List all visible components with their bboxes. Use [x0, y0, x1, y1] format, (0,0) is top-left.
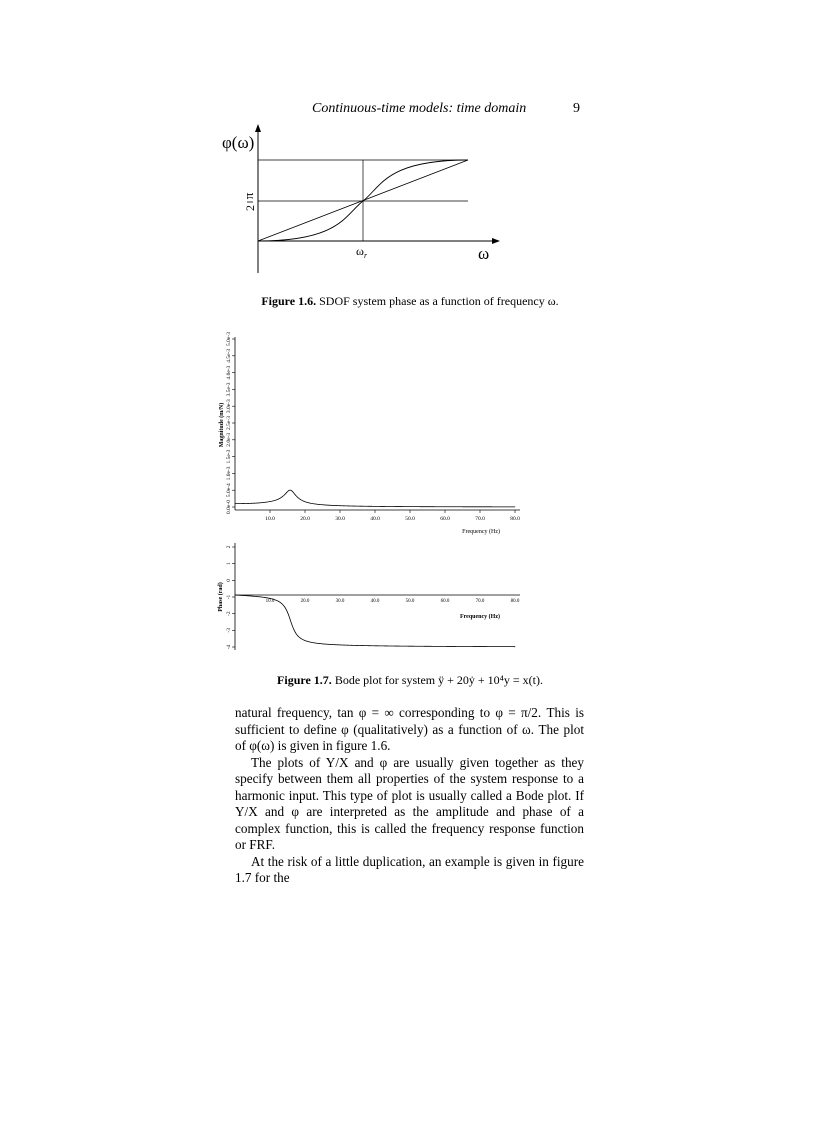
mag-x-tick-label: 10.0 [265, 516, 275, 522]
paragraph-2: The plots of Y/X and φ are usually given together as they specify between them all properties of the system response to a harmonic input. This type of plot is usually called a Bode plot. If Y/X and φ are interpreted as the amplitude and phase of a complex function, this is called the frequency response function or FRF. [235, 754, 584, 852]
mag-y-tick-label: 4.5e-3 [226, 348, 232, 363]
phase-x-tick-label: 20.0 [300, 599, 310, 604]
mag-x-tick-label: 60.0 [440, 516, 450, 522]
mag-x-tick-label: 70.0 [475, 516, 485, 522]
figure-1-7-phase [205, 535, 525, 655]
fig16-x-arrow [492, 238, 500, 244]
phase-xlabel: Frequency (Hz) [459, 614, 500, 620]
mag-y-tick-label: 5.0e-3 [226, 332, 232, 346]
phase-y-tick-label: -4 [226, 644, 232, 650]
fig16-caption-label: Figure 1.6. [261, 294, 317, 308]
mag-x-tick-label: 50.0 [405, 516, 415, 522]
phase-x-tick-label: 50.0 [405, 599, 415, 604]
phase-x-tick-label: 80.0 [510, 599, 520, 604]
fig16-x-label: ω [478, 244, 490, 263]
mag-y-tick-label: 2.5e-3 [226, 416, 232, 430]
phase-x-tick-label: 10.0 [265, 599, 275, 604]
mag-x-tick-label: 30.0 [335, 516, 345, 522]
mag-x-tick-label: 40.0 [370, 516, 380, 522]
page-number: 9 [573, 101, 580, 116]
running-head [312, 101, 580, 121]
mag-y-tick-label: 5.0e-4 [226, 483, 232, 498]
mag-y-tick-label: 1.0e-3 [226, 466, 232, 481]
magnitude-curve [235, 490, 515, 507]
phase-ylabel: Phase (rad) [218, 582, 224, 612]
fig16-resonance-sub: r [364, 251, 368, 260]
fig16-caption-text: SDOF system phase as a function of frequency ω. [316, 294, 559, 308]
figure-1-6-caption [180, 294, 640, 309]
fig16-resonance-label: ω [356, 244, 364, 258]
phase-y-tick-label: 1 [226, 562, 232, 566]
phase-y-tick-label: -1 [226, 594, 232, 600]
paragraph-3: At the risk of a little duplication, an example is given in figure 1.7 for the [235, 853, 584, 885]
mag-x-tick-label: 80.0 [510, 516, 520, 522]
mag-y-tick-label: 3.5e-3 [226, 382, 232, 397]
mag-ylabel: Magnitude (m/N) [219, 402, 225, 448]
phase-x-tick-label: 30.0 [335, 599, 345, 604]
phase-x-tick-label: 60.0 [440, 599, 450, 604]
phase-x-tick-label: 40.0 [370, 599, 380, 604]
mag-y-tick-label: 0.0e-0 [226, 500, 232, 514]
mag-y-tick-label: 3.0e-3 [226, 399, 232, 414]
phase-y-tick-label: 0 [226, 578, 232, 582]
phase-y-tick-label: -3 [226, 628, 232, 633]
running-head-title: Continuous-time models: time domain [312, 101, 527, 116]
phase-y-tick-label: -2 [226, 611, 232, 616]
mag-y-tick-label: 4.0e-3 [226, 365, 232, 380]
mag-y-tick-label: 1.5e-3 [226, 449, 232, 464]
phase-y-tick-label: 2 [226, 545, 232, 549]
fig17-caption-label: Figure 1.7. [277, 673, 332, 687]
fig16-pi: π [241, 192, 256, 200]
mag-xlabel: Frequency (Hz) [462, 529, 500, 535]
figure-1-7-magnitude [205, 325, 525, 535]
body-text [235, 705, 584, 887]
mag-y-tick-label: 2.0e-3 [226, 432, 232, 447]
mag-x-tick-label: 20.0 [300, 516, 310, 522]
fig16-pi-den: 2 [243, 205, 257, 211]
fig17-caption-text: Bode plot for system ÿ + 20ẏ + 10⁴y = x(t). [331, 673, 543, 687]
figure-1-6 [210, 120, 510, 280]
figure-1-7-caption [180, 673, 640, 688]
phase-x-tick-label: 70.0 [475, 599, 485, 604]
fig16-y-label: φ(ω) [222, 133, 255, 152]
paragraph-1: natural frequency, tan φ = ∞ corresponding to φ = π/2. This is sufficient to define φ (qualitatively) as a function of ω. The plot of φ(ω) is given in figure 1.6. [235, 705, 584, 753]
fig16-y-arrow [255, 124, 261, 132]
